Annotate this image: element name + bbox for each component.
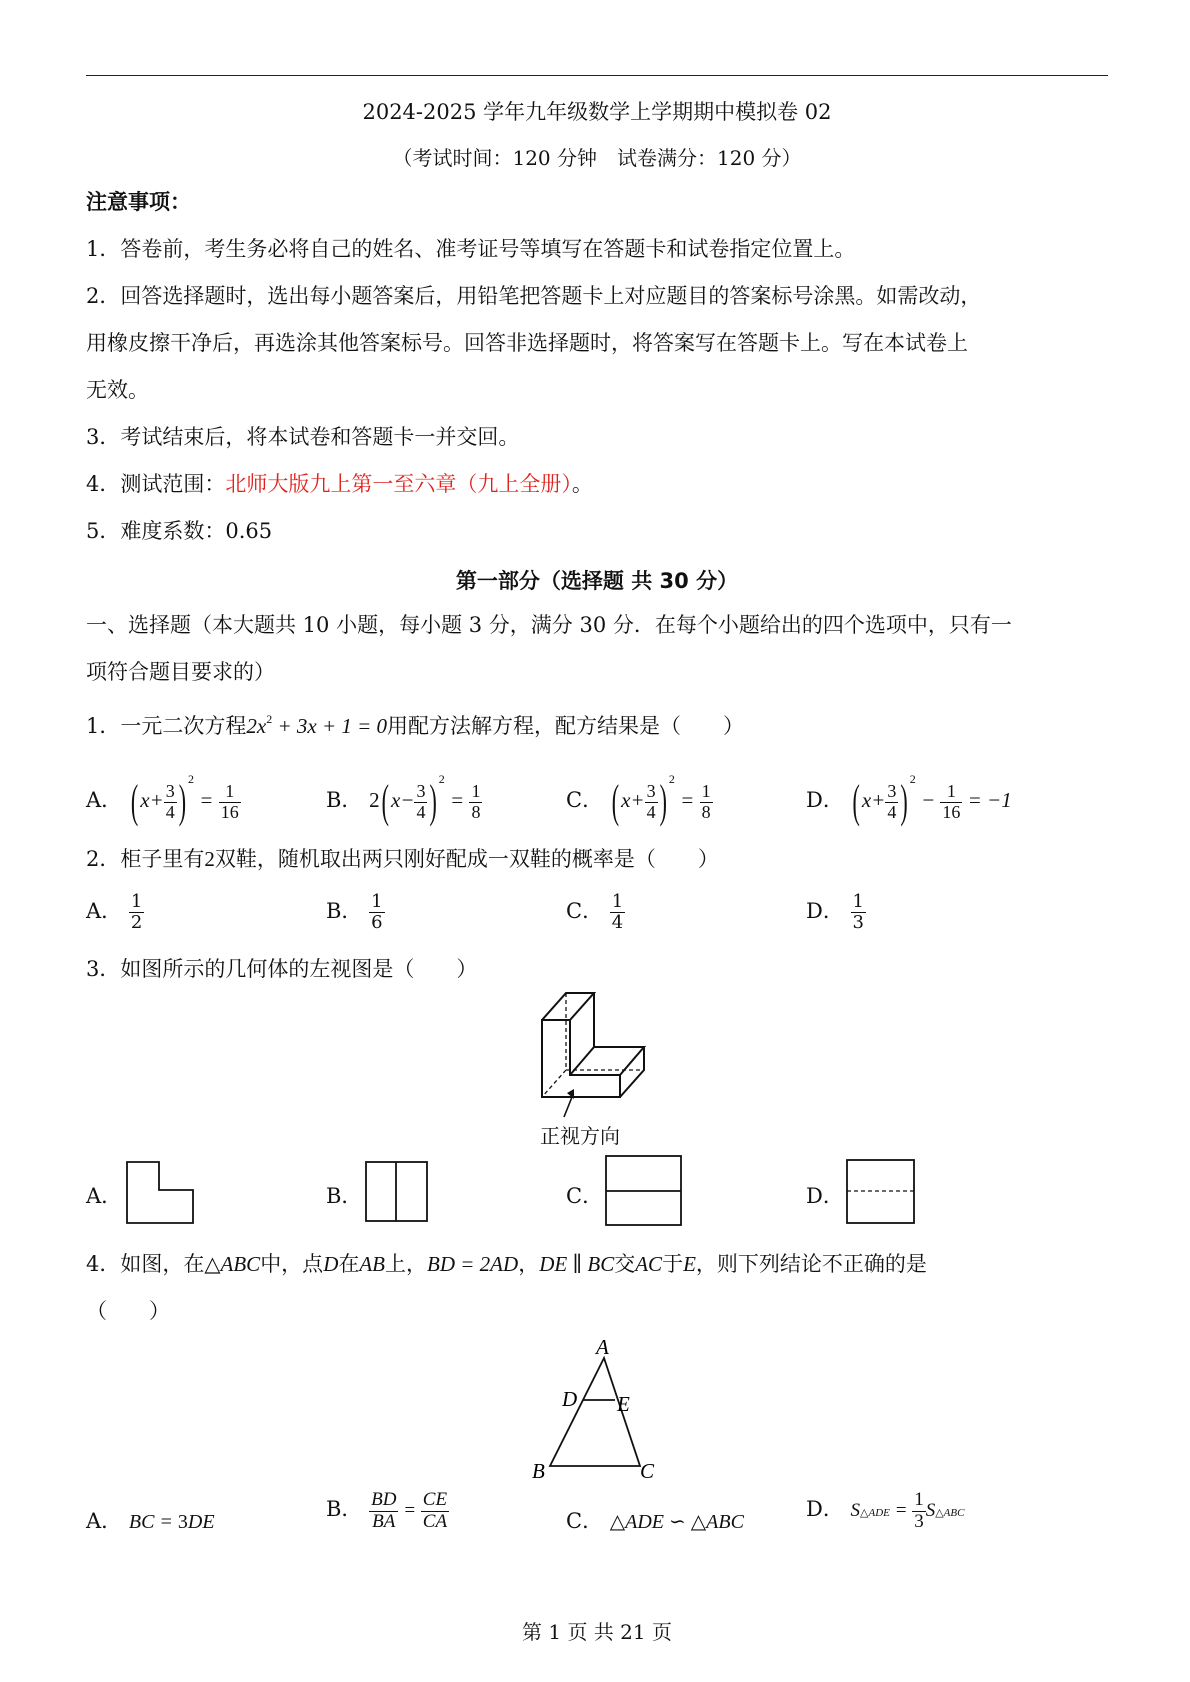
option-a-formula: (x+ $\frac{3}{4}$ ) $^2$ = $\frac{1}{16}$ [130,772,239,828]
test-scope: 北师大版九上第一至六章（九上全册） [225,472,572,496]
vertex-label-c: C [640,1459,655,1480]
question-3-option-d[interactable]: D． [806,1184,844,1208]
question-3-option-b[interactable]: B． [326,1184,363,1208]
vertex-label-a: A [596,1335,609,1359]
note-item-2-line-2: 用橡皮擦干净后，再选涂其他答案标号。回答非选择题时，将答案写在答题卡上。写在本试卷上 [86,331,968,355]
note-item-4-prefix: 4．测试范围： [86,472,226,496]
vertex-label-e: E [617,1392,630,1416]
question-4-stem-line-2: （ ） [86,1299,170,1323]
option-a-l-shape-view [125,1160,197,1226]
question-3-figure-caption: 正视方向 [540,1124,620,1148]
section-heading-line-1: 一、选择题（本大题共 10 小题，每小题 3 分，满分 30 分．在每个小题给出的四个选项中，只有一 [86,613,1012,637]
question-2-option-c[interactable]: C． $\frac{1}{4}$ [566,891,624,933]
question-4-triangle-figure [520,1328,680,1480]
question-1-option-b[interactable]: B． 2(x− $\frac{3}{4}$ ) $^2$ = $\frac{1}{8}$ [326,772,481,828]
question-3-option-c[interactable]: C． [566,1184,604,1208]
question-1-stem [86,706,1110,739]
option-c-formula: (x+ $\frac{3}{4}$ ) $^2$ = $\frac{1}{8}$ [611,772,711,828]
question-1-option-c[interactable]: C． (x+ $\frac{3}{4}$ ) $^2$ = $\frac{1}{8}$ [566,772,711,828]
note-item-5: 5．难度系数：0.65 [86,519,273,543]
option-c-formula: △ADE ∽ △ABC [609,1511,744,1533]
question-3-stem: 3．如图所示的几何体的左视图是（ ） [86,957,478,981]
question-4-option-d[interactable]: D． S△ADE = $\frac{1}{3}$ S△ABC [806,1489,965,1532]
page-number: 第 1 页 共 21 页 [522,1620,672,1644]
note-item-3: 3．考试结束后，将本试卷和答题卡一并交回。 [86,425,520,449]
note-item-2-line-3: 无效。 [86,378,149,402]
question-4-option-b[interactable]: B． $\frac{BD}{BA}$ = $\frac{CE}{CA}$ [326,1489,448,1532]
option-a-formula: BC = 3DE [128,1511,215,1533]
note-item-4 [86,471,1110,497]
question-3-option-a[interactable]: A． [86,1184,123,1208]
vertex-label-d: D [562,1387,578,1411]
question-2-option-d[interactable]: D． $\frac{1}{3}$ [806,891,864,933]
note-item-1: 1．答卷前，考生务必将自己的姓名、准考证号等填写在答题卡和试卷指定位置上。 [86,237,856,261]
part-heading: 第一部分（选择题 共 30 分） [455,569,739,593]
exam-subtitle: （考试时间：120 分钟 试卷满分：120 分） [392,146,802,170]
option-d-formula: (x+ $\frac{3}{4}$ ) $^2$ − $\frac{1}{16}$ = −1 [852,772,1012,828]
question-4-stem-line-1: 4．如图，在△ABC中，点D在AB上，BD = 2AD，DE ∥ BC交AC于E，则下列结论不正确的是 [86,1252,927,1276]
question-1-equation: $2x^2 + 3x + 1 = 0$ [246,712,388,738]
question-1-prefix: 1．一元二次方程 [86,714,247,738]
option-b-formula: $\frac{BD}{BA}$ = $\frac{CE}{CA}$ [371,1489,448,1532]
note-item-4-suffix: 。 [571,472,593,496]
question-2-option-a[interactable]: A． $\frac{1}{2}$ [86,891,143,933]
question-1-suffix: 用配方法解方程，配方结果是（ ） [387,714,745,738]
section-heading-line-2: 项符合题目要求的） [86,660,275,684]
option-d-formula: S△ADE = $\frac{1}{3}$ S△ABC [850,1489,965,1532]
header-rule [86,75,1108,76]
question-1-option-d[interactable]: D． (x+ $\frac{3}{4}$ ) $^2$ − $\frac{1}{16}$ = −1 [806,772,1012,828]
vertex-label-b: B [532,1459,545,1480]
question-2-stem: 2．柜子里有2双鞋，随机取出两只刚好配成一双鞋的概率是（ ） [86,847,719,871]
note-item-2-line-1: 2．回答选择题时，选出每小题答案后，用铅笔把答题卡上对应题目的答案标号涂黑。如需改动， [86,284,982,308]
question-4-option-a[interactable]: A． BC = 3DE [86,1509,215,1533]
option-c-split-rectangle-view [604,1154,684,1228]
exam-title: 2024-2025 学年九年级数学上学期期中模拟卷 02 [362,100,832,124]
option-b-split-rectangle-view [364,1160,430,1224]
option-d-dashed-rectangle-view [845,1158,917,1226]
question-2-option-b[interactable]: B． $\frac{1}{6}$ [326,891,383,933]
question-1-option-a[interactable]: A． (x+ $\frac{3}{4}$ ) $^2$ = $\frac{1}{16}$ [86,772,239,828]
notes-heading: 注意事项： [86,190,191,214]
question-4-option-c[interactable]: C． △ADE ∽ △ABC [566,1509,744,1533]
option-b-formula: 2(x− $\frac{3}{4}$ ) $^2$ = $\frac{1}{8}$ [369,772,481,828]
